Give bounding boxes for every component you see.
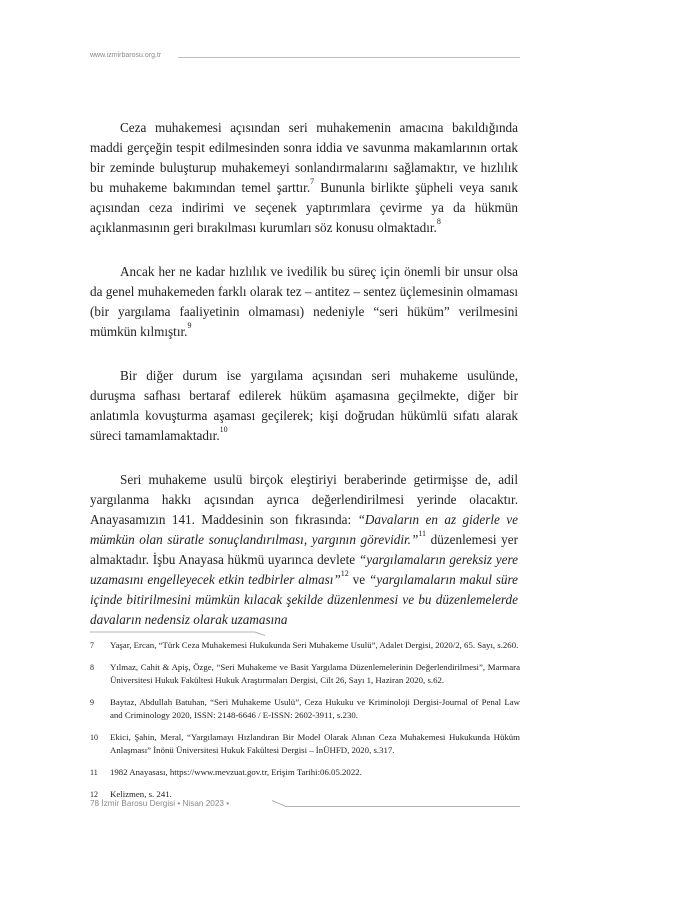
paragraph-3 [90,366,518,446]
paragraph-4 [90,470,518,630]
footer-text: 78 İzmir Barosu Dergisi • Nisan 2023 • [90,799,230,808]
footnote-ref[interactable]: 10 [219,425,228,434]
footnote-separator [90,630,265,636]
footnote-text: Ekici, Şahin, Meral, “Yargılamayı Hızlandıran Bir Model Olarak Alınan Ceza Muhakemesi Hukukunda Hüküm Anlaşması” İnönü Üniversitesi Hukuk Fakültesi Dergisi – İnÜHFD, 2020, s.317. [110,732,520,755]
footnote-text: Baytaz, Abdullah Batuhan, “Seri Muhakeme Usulü”, Ceza Hukuku ve Kriminoloji Dergisi-Journal of Penal Law and Criminology 2020, ISSN: 2148-6646 / E-ISSN: 2602-3911, s.230. [110,697,520,720]
constitution-quote: “Davaların en az giderle ve mümkün olan süratle sonuçlandırılması, yargının görevidir.” [90,512,518,547]
paragraph-1-text: Ceza muhakemesi açısından seri muhakemenin amacına bakıldığında maddi gerçeğin tespit edilmesinden sonra iddia ve savunma makamlarının ortak bir zeminde buluşturup muhakemeyi sonlandırmalarını sağlamaktır, ve hızlılık bu muhakeme bakımından temel şarttır. [90,120,518,195]
paragraph-2-text: Ancak her ne kadar hızlılık ve ivedilik bu süreç için önemli bir unsur olsa da genel muhakemeden farklı olarak tez – antitez – sentez üçlemesinin olmaması (bir yargılama faaliyetinin olmaması) nedeniyle “seri hüküm” verilmesini mümkün kılmıştır. [90,264,518,339]
footnote-text: Yaşar, Ercan, “Türk Ceza Muhakemesi Hukukunda Seri Muhakeme Usulü”, Adalet Dergisi, 2020/2, 65. Sayı, s.260. [110,640,519,650]
paragraph-1-text-cont: Bununla birlikte şüpheli veya sanık açısından ceza indirimi ve seçenek yaptırımlara çevirme ya da hükmün açıklanmasının geri bırakılması kurumları söz konusu olmaktadır. [90,180,518,235]
footnote-ref[interactable]: 8 [436,217,441,226]
paragraph-1 [90,118,518,238]
footnote-number: 10 [90,733,98,742]
header-rule [178,57,520,58]
body-text [90,118,518,654]
footnote-number: 11 [90,768,98,777]
footnote-item [90,731,520,757]
footnote-text: Yılmaz, Cahit & Apiş, Özge, “Seri Muhakeme ve Basit Yargılama Düzenlemelerinin Değerlendirilmesi”, Marmara Üniversitesi Hukuk Fakültesi Hukuk Araştırmaları Dergisi, Cilt 26, Sayı 1, Haziran 2020, s.62. [110,662,520,685]
page-footer [90,799,520,813]
paragraph-2 [90,262,518,342]
footnote-item [90,696,520,722]
footnote-ref[interactable]: 7 [310,177,315,186]
footnote-number: 9 [90,698,94,707]
paragraph-4-text-cont2: ve [348,572,370,587]
quote-measures: “yargılamaların gereksiz yere uzamasını engelleyecek etkin tedbirler alması” [90,552,518,587]
footnotes [90,639,520,810]
footnote-number: 8 [90,663,94,672]
footnote-ref[interactable]: 9 [187,321,192,330]
paragraph-4-text: Seri muhakeme usulü birçok eleştiriyi beraberinde getirmişse de, adil yargılanma hakkı açısından ayrıca değerlendirilmesi yerinde olacaktır. Anayasamızın 141. Maddesinin son fıkrasında: [90,472,518,527]
paragraph-4-text-cont: düzenlemesi yer almaktadır. İşbu Anayasa hükmü uyarınca devlete [90,532,518,567]
header-url: www.izmirbarosu.org.tr [90,52,162,59]
paragraph-3-text: Bir diğer durum ise yargılama açısından seri muhakeme usulünde, duruşma safhası bertaraf edilerek hüküm aşamasına geçilmekte, diğer bir anlatımla kovuşturma aşaması geçilerek; kişi doğrudan hükümlü sıfatı alarak süreci tamamlamaktadır. [90,368,518,443]
footnote-item [90,766,520,779]
footnote-number: 7 [90,641,94,650]
footnote-item [90,661,520,687]
footnote-item [90,639,520,652]
quote-reasonable-time: “yargılamaların makul süre içinde bitirilmesini mümkün kılacak şekilde düzenlenmesi ve bu düzenlemelerde davaların nedensiz olarak uzamasına [90,572,518,627]
footnote-ref[interactable]: 12 [340,569,349,578]
footnote-ref[interactable]: 11 [418,529,427,538]
footnote-text: 1982 Anayasası, https://www.mevzuat.gov.tr, Erişim Tarihi:06.05.2022. [110,767,362,777]
footnote-number: 12 [90,790,98,799]
footnote-text: Kelizmen, s. 241. [110,789,172,799]
